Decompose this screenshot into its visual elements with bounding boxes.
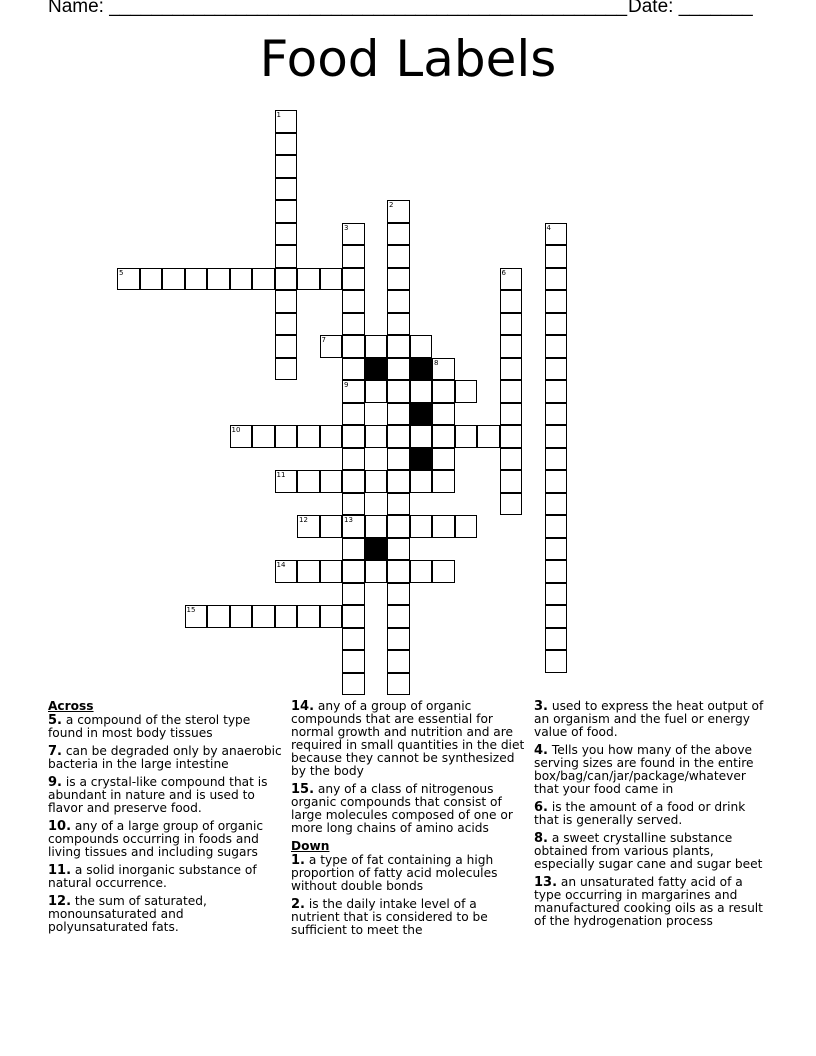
- crossword-cell[interactable]: [545, 560, 568, 583]
- crossword-cell[interactable]: [275, 605, 298, 628]
- black-cell: [365, 358, 388, 381]
- crossword-cell[interactable]: [500, 470, 523, 493]
- date-field-label: Date: _______: [628, 0, 753, 17]
- crossword-cell[interactable]: [455, 425, 478, 448]
- crossword-cell[interactable]: [387, 223, 410, 246]
- crossword-cell[interactable]: [432, 448, 455, 471]
- clue-item: [291, 700, 526, 778]
- clue-number-label: 1.: [291, 853, 305, 868]
- crossword-cell[interactable]: [387, 650, 410, 673]
- crossword-cell[interactable]: [252, 605, 275, 628]
- crossword-cell[interactable]: [432, 380, 455, 403]
- crossword-cell[interactable]: [342, 493, 365, 516]
- clue-number-label: 2.: [291, 897, 305, 912]
- clue-number: 15: [186, 606, 196, 614]
- crossword-cell[interactable]: [387, 515, 410, 538]
- clue-text: a sweet crystalline substance obtained from various plants, especially sugar cane and sugar beet: [534, 831, 763, 871]
- clue-text: any of a large group of organic compounds occurring in foods and living tissues and including sugars: [48, 819, 264, 859]
- crossword-cell[interactable]: [320, 425, 343, 448]
- crossword-cell[interactable]: [275, 133, 298, 156]
- clue-number-label: 9.: [48, 775, 62, 790]
- crossword-cell[interactable]: [297, 560, 320, 583]
- crossword-cell[interactable]: [342, 358, 365, 381]
- clue-item: [291, 783, 526, 835]
- crossword-cell[interactable]: [387, 313, 410, 336]
- crossword-cell[interactable]: [410, 380, 433, 403]
- name-field-label: Name: _________________________________________________: [48, 0, 628, 17]
- clue-number-label: 7.: [48, 744, 62, 759]
- crossword-cell[interactable]: [275, 178, 298, 201]
- crossword-cell[interactable]: [387, 560, 410, 583]
- black-cell: [410, 358, 433, 381]
- crossword-cell[interactable]: [477, 425, 500, 448]
- clue-column-1: [48, 700, 283, 939]
- clue-number: 6: [501, 268, 506, 277]
- clue-number-label: 14.: [291, 699, 315, 714]
- crossword-cell[interactable]: [387, 448, 410, 471]
- clue-text: used to express the heat output of an organism and the fuel or energy value of food.: [534, 699, 764, 739]
- crossword-cell[interactable]: [320, 268, 343, 291]
- crossword-cell[interactable]: [342, 425, 365, 448]
- crossword-cell[interactable]: [275, 268, 298, 291]
- crossword-cell[interactable]: [275, 290, 298, 313]
- clue-column-3: [534, 700, 769, 933]
- crossword-cell[interactable]: [342, 313, 365, 336]
- clue-number-label: 8.: [534, 831, 548, 846]
- crossword-cell[interactable]: [545, 493, 568, 516]
- clue-item: [534, 801, 769, 827]
- clue-number: 10: [231, 426, 241, 434]
- crossword-cell[interactable]: [432, 560, 455, 583]
- clue-number-label: 11.: [48, 863, 72, 878]
- clue-item: [534, 700, 769, 739]
- crossword-cell[interactable]: [342, 403, 365, 426]
- crossword-cell[interactable]: [387, 380, 410, 403]
- crossword-cell[interactable]: [455, 515, 478, 538]
- crossword-cell[interactable]: [387, 268, 410, 291]
- crossword-cell[interactable]: [297, 605, 320, 628]
- crossword-cell[interactable]: [500, 313, 523, 336]
- clue-text: can be degraded only by anaerobic bacteria in the large intestine: [48, 744, 282, 771]
- crossword-cell[interactable]: [342, 583, 365, 606]
- crossword-cell[interactable]: [545, 403, 568, 426]
- clue-number: 11: [276, 471, 286, 479]
- clue-text: any of a class of nitrogenous organic compounds that consist of large molecules composed of one or more long chains of amino acids: [291, 782, 513, 835]
- clue-item: [48, 776, 283, 815]
- crossword-cell[interactable]: [545, 628, 568, 651]
- clue-number: 12: [299, 516, 308, 524]
- crossword-cell[interactable]: [275, 223, 298, 246]
- clue-number: 5: [119, 268, 124, 277]
- crossword-cell[interactable]: [275, 200, 298, 223]
- clue-column-2: [291, 700, 526, 942]
- clue-item: [534, 876, 769, 928]
- crossword-cell[interactable]: [320, 560, 343, 583]
- crossword-cell[interactable]: [500, 493, 523, 516]
- black-cell: [410, 403, 433, 426]
- crossword-cell[interactable]: [297, 425, 320, 448]
- down-heading: Down: [291, 839, 330, 853]
- crossword-cell[interactable]: [320, 470, 343, 493]
- crossword-cell[interactable]: [297, 268, 320, 291]
- black-cell: [365, 538, 388, 561]
- crossword-cell[interactable]: [365, 425, 388, 448]
- crossword-cell[interactable]: [500, 335, 523, 358]
- clue-text: an unsaturated fatty acid of a type occurring in margarines and manufactured cooking oils as a result of the hydrogenation process: [534, 875, 763, 928]
- crossword-cell[interactable]: [342, 470, 365, 493]
- crossword-cell[interactable]: [365, 380, 388, 403]
- crossword-cell[interactable]: [365, 335, 388, 358]
- crossword-cell[interactable]: [207, 605, 230, 628]
- crossword-cell[interactable]: [500, 290, 523, 313]
- crossword-cell[interactable]: [455, 380, 478, 403]
- clue-number-label: 5.: [48, 713, 62, 728]
- crossword-cell[interactable]: [365, 515, 388, 538]
- crossword-cell[interactable]: [342, 245, 365, 268]
- crossword-cell[interactable]: [545, 515, 568, 538]
- page-title: Food Labels: [259, 30, 557, 88]
- crossword-cell[interactable]: [387, 628, 410, 651]
- crossword-cell[interactable]: [410, 335, 433, 358]
- crossword-cell[interactable]: [320, 515, 343, 538]
- clue-text: is a crystal-like compound that is abundant in nature and is used to flavor and preserve food.: [48, 775, 268, 815]
- clue-item: [48, 745, 283, 771]
- crossword-cell[interactable]: [275, 155, 298, 178]
- clue-number-label: 10.: [48, 819, 72, 834]
- crossword-cell[interactable]: [387, 403, 410, 426]
- crossword-cell[interactable]: [342, 673, 365, 696]
- crossword-cell[interactable]: [365, 470, 388, 493]
- crossword-cell[interactable]: [162, 268, 185, 291]
- clue-item: [291, 854, 526, 893]
- clue-number-label: 12.: [48, 894, 72, 909]
- crossword-cell[interactable]: [432, 515, 455, 538]
- clue-number-label: 3.: [534, 699, 548, 714]
- clue-text: a solid inorganic substance of natural occurrence.: [48, 863, 257, 890]
- crossword-cell[interactable]: [342, 628, 365, 651]
- crossword-cell[interactable]: [545, 268, 568, 291]
- clue-item: [291, 898, 526, 937]
- crossword-cell[interactable]: [342, 650, 365, 673]
- crossword-cell[interactable]: [545, 245, 568, 268]
- crossword-cell[interactable]: [275, 313, 298, 336]
- clue-text: the sum of saturated, monounsaturated and polyunsaturated fats.: [48, 894, 207, 934]
- crossword-cell[interactable]: [387, 470, 410, 493]
- crossword-cell[interactable]: [342, 335, 365, 358]
- crossword-cell[interactable]: [500, 380, 523, 403]
- crossword-cell[interactable]: [545, 448, 568, 471]
- clue-item: [48, 864, 283, 890]
- crossword-cell[interactable]: [545, 650, 568, 673]
- crossword-cell[interactable]: [545, 605, 568, 628]
- crossword-cell[interactable]: [342, 538, 365, 561]
- clue-item: [48, 895, 283, 934]
- clue-text: is the amount of a food or drink that is generally served.: [534, 800, 746, 827]
- crossword-cell[interactable]: [500, 425, 523, 448]
- crossword-cell[interactable]: [342, 560, 365, 583]
- crossword-cell[interactable]: [230, 605, 253, 628]
- clue-text: a type of fat containing a high proportion of fatty acid molecules without double bonds: [291, 853, 498, 893]
- crossword-cell[interactable]: [140, 268, 163, 291]
- crossword-cell[interactable]: [545, 425, 568, 448]
- crossword-cell[interactable]: [365, 560, 388, 583]
- crossword-cell[interactable]: [252, 425, 275, 448]
- crossword-cell[interactable]: [387, 425, 410, 448]
- crossword-cell[interactable]: [342, 448, 365, 471]
- crossword-cell[interactable]: [545, 335, 568, 358]
- crossword-cell[interactable]: [252, 268, 275, 291]
- crossword-cell[interactable]: [207, 268, 230, 291]
- crossword-cell[interactable]: [545, 538, 568, 561]
- crossword-cell[interactable]: [545, 583, 568, 606]
- clue-number-label: 6.: [534, 800, 548, 815]
- crossword-cell[interactable]: [387, 358, 410, 381]
- crossword-cell[interactable]: [342, 605, 365, 628]
- clue-text: Tells you how many of the above serving sizes are found in the entire box/bag/can/jar/package/whatever that your food came in: [534, 743, 754, 796]
- clue-number: 14: [276, 561, 286, 569]
- crossword-cell[interactable]: [387, 605, 410, 628]
- crossword-cell[interactable]: [410, 470, 433, 493]
- crossword-cell[interactable]: [500, 358, 523, 381]
- clue-number-label: 13.: [534, 875, 558, 890]
- clue-number: 13: [344, 516, 353, 524]
- clue-number-label: 4.: [534, 743, 548, 758]
- crossword-cell[interactable]: [275, 358, 298, 381]
- clue-text: any of a group of organic compounds that are essential for normal growth and nutrition and are required in small quantities in the diet because they cannot be synthesized by the body: [291, 699, 525, 778]
- crossword-cell[interactable]: [500, 448, 523, 471]
- clue-number-label: 15.: [291, 782, 315, 797]
- clue-item: [48, 820, 283, 859]
- crossword-cell[interactable]: [342, 290, 365, 313]
- crossword-cell[interactable]: [387, 583, 410, 606]
- crossword-cell[interactable]: [275, 245, 298, 268]
- crossword-cell[interactable]: [545, 470, 568, 493]
- crossword-cell[interactable]: [275, 425, 298, 448]
- clue-number: 8: [434, 358, 439, 367]
- crossword-cell[interactable]: [387, 335, 410, 358]
- crossword-cell[interactable]: [410, 425, 433, 448]
- across-heading: Across: [48, 699, 94, 713]
- crossword-cell[interactable]: [410, 560, 433, 583]
- crossword-cell[interactable]: [500, 403, 523, 426]
- clue-item: [534, 832, 769, 871]
- clue-text: a compound of the sterol type found in most body tissues: [48, 713, 251, 740]
- crossword-cell[interactable]: [387, 673, 410, 696]
- clue-item: [48, 714, 283, 740]
- clue-number: 4: [546, 223, 551, 232]
- crossword-cell[interactable]: [387, 493, 410, 516]
- crossword-cell[interactable]: [230, 268, 253, 291]
- crossword-cell[interactable]: [387, 538, 410, 561]
- clue-number: 3: [344, 223, 349, 232]
- clue-number: 1: [276, 111, 281, 119]
- crossword-cell[interactable]: [410, 515, 433, 538]
- crossword-cell[interactable]: [432, 425, 455, 448]
- crossword-cell[interactable]: [545, 290, 568, 313]
- crossword-cell[interactable]: [545, 380, 568, 403]
- crossword-cell[interactable]: [545, 358, 568, 381]
- clue-item: [534, 744, 769, 796]
- crossword-cell[interactable]: [387, 290, 410, 313]
- crossword-cell[interactable]: [432, 403, 455, 426]
- crossword-cell[interactable]: [185, 268, 208, 291]
- crossword-cell[interactable]: [387, 245, 410, 268]
- crossword-cell[interactable]: [275, 335, 298, 358]
- crossword-cell[interactable]: [320, 605, 343, 628]
- black-cell: [410, 448, 433, 471]
- clue-text: is the daily intake level of a nutrient that is considered to be sufficient to meet the: [291, 897, 488, 937]
- crossword-cell[interactable]: [432, 470, 455, 493]
- clue-number: 9: [344, 381, 349, 389]
- clue-number: 2: [389, 201, 394, 209]
- clue-number: 7: [321, 336, 326, 344]
- crossword-cell[interactable]: [297, 470, 320, 493]
- crossword-cell[interactable]: [545, 313, 568, 336]
- crossword-cell[interactable]: [342, 268, 365, 291]
